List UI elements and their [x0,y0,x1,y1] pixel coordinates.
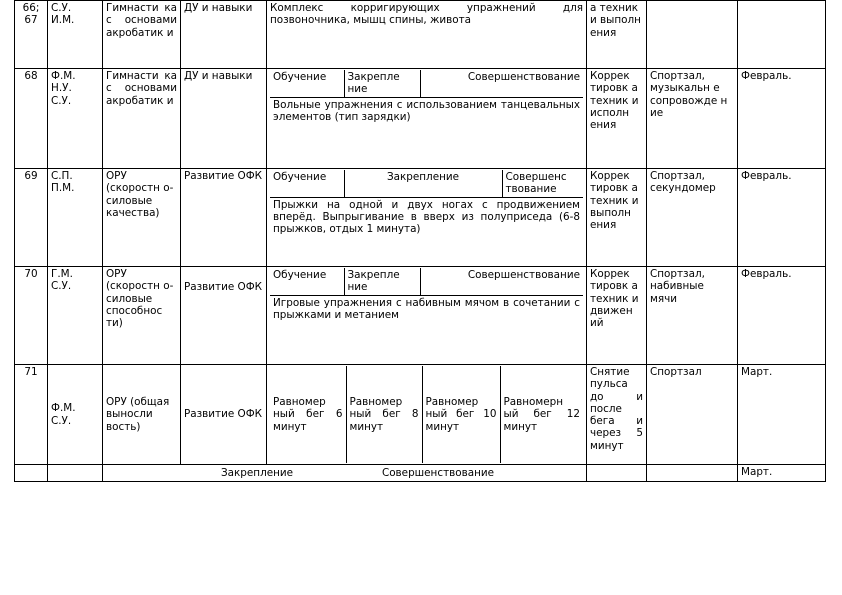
table-row [15,465,826,482]
month: Февраль. [738,169,826,267]
stage-consolidation: Закрепление [344,170,502,197]
stage-improvement: Совершенствование [420,268,583,295]
teacher-initials: Ф.М. С.У. [48,365,103,465]
stage-learning: Обучение [270,268,344,295]
stage-table [270,268,583,362]
month: Март. [738,465,826,482]
lesson-goal: Развитие ОФК [181,365,267,465]
section-name: ОРУ (скоростн о-силовые качества) [103,169,181,267]
stage-table [270,70,583,158]
month [738,1,826,69]
teacher-initials: С.У. И.М. [48,1,103,69]
control-method: а техник и выполн ения [587,1,647,69]
lesson-content: Игровые упражнения с набивным мячом в сочетании с прыжками и метанием [273,296,580,321]
stage-improvement: Совершенствование [420,70,583,97]
lesson-content-block [267,69,587,169]
table-row [15,267,826,365]
lesson-plan-table [14,0,826,482]
section-name: ОРУ (общая выносли вость) [103,365,181,465]
run-table [270,366,583,463]
lesson-number: 66; 67 [15,1,48,69]
lesson-goal: Развитие ОФК [181,169,267,267]
lesson-content: Вольные упражнения с использованием танцевальных элементов (тип зарядки) [273,98,580,123]
section-name: Гимнасти ка с основами акробатик и [103,69,181,169]
lesson-number: 68 [15,69,48,169]
equipment [647,1,738,69]
lesson-content-block [267,365,587,465]
section-name: ОРУ (скоростн о-силовые способнос ти) [103,267,181,365]
lesson-content: Прыжки на одной и двух ногах с продвижением вперёд. Выпрыгивание в вверх из полуприседа (6-8 прыжков, отдых 1 минута) [273,198,580,236]
table-row [15,365,826,465]
control-method: Коррек тировк а техник и движен ий [587,267,647,365]
equipment: Спортзал [647,365,738,465]
table-row [15,69,826,169]
stage-consolidation: Закрепле ние [344,70,420,97]
teacher-initials: Ф.М. Н.У. С.У. [48,69,103,169]
stage-header-block [103,465,587,482]
equipment: Спортзал, секундомер [647,169,738,267]
stage-improvement: Совершенствование [381,467,495,479]
stage-improvement: Совершенс твование [502,170,583,197]
lesson-number: 71 [15,365,48,465]
run-12-min: Равномерн ый бег 12 минут [503,396,580,433]
control-method: Коррек тировк а техник и исполн ения [587,69,647,169]
lesson-content-block [267,169,587,267]
equipment: Спортзал, музыкальн е сопровожде н ие [647,69,738,169]
stage-learning: Обучение [270,170,344,197]
run-8-min: Равномер ный бег 8 минут [346,366,422,463]
lesson-content: Комплекс корригирующих упражнений для позвоночника, мышц спины, живота [267,1,587,69]
month: Февраль. [738,69,826,169]
lesson-content-block [267,267,587,365]
run-10-min: Равномер ный бег 10 минут [422,366,500,463]
lesson-number: 69 [15,169,48,267]
month: Март. [738,365,826,465]
stage-learning: Обучение [270,70,344,97]
table-row [15,169,826,267]
stage-consolidation: Закрепле ние [344,268,420,295]
section-name: Гимнасти ка с основами акробатик и [103,1,181,69]
stage-table [106,466,583,480]
run-6-min: Равномер ный бег 6 минут [270,366,346,463]
lesson-goal: ДУ и навыки [181,69,267,169]
control-method: Коррек тировк а техник и выполн ения [587,169,647,267]
month: Февраль. [738,267,826,365]
table-row [15,1,826,69]
lesson-goal: Развитие ОФК [181,267,267,365]
stage-table [270,170,583,264]
equipment: Спортзал, набивные мячи [647,267,738,365]
lesson-number: 70 [15,267,48,365]
stage-consolidation: Закрепление [221,467,294,479]
lesson-goal: ДУ и навыки [181,1,267,69]
teacher-initials: С.П. П.М. [48,169,103,267]
control-method: Снятие пульса до и после бега и через 5 минут [587,365,647,465]
teacher-initials: Г.М. С.У. [48,267,103,365]
